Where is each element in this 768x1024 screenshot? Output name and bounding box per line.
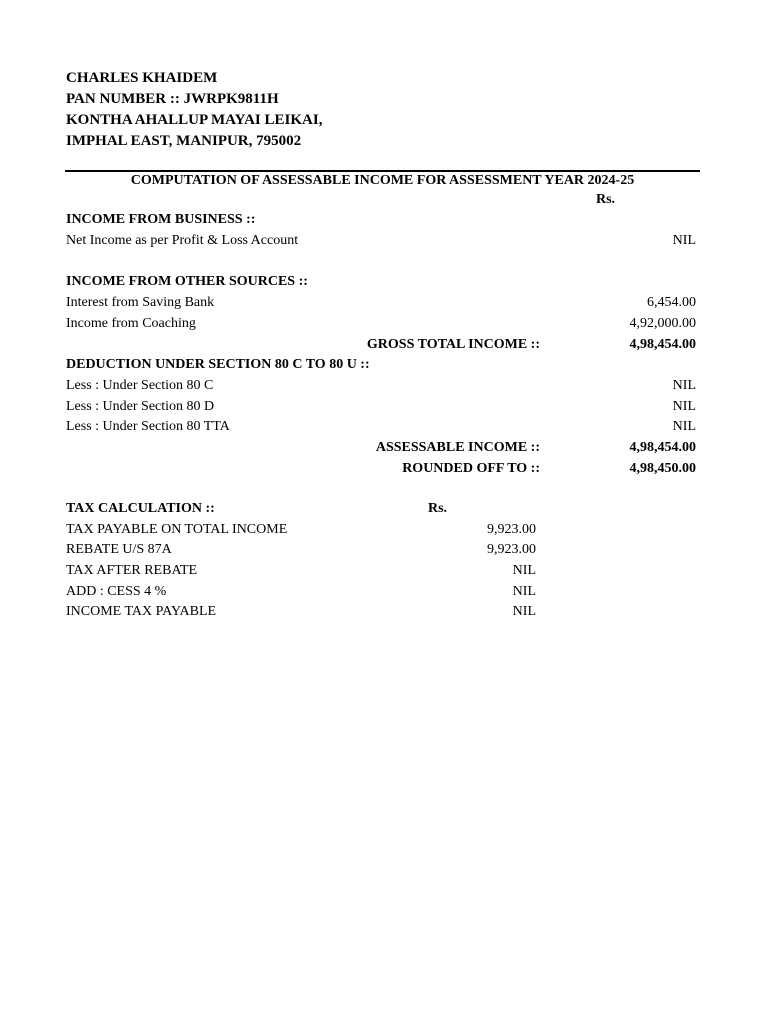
gross-total-label: GROSS TOTAL INCOME :: xyxy=(366,337,540,352)
amount-column-header: Rs. xyxy=(596,192,616,207)
tax-line-label: TAX PAYABLE ON TOTAL INCOME xyxy=(66,522,288,537)
line-item-label: Income from Coaching xyxy=(66,316,196,331)
pan-number: PAN NUMBER :: JWRPK9811H xyxy=(66,91,279,107)
taxpayer-name: CHARLES KHAIDEM xyxy=(66,70,218,86)
tax-line-label: TAX AFTER REBATE xyxy=(66,563,198,578)
tax-calculation-heading: TAX CALCULATION :: xyxy=(66,501,215,516)
header-divider xyxy=(65,170,700,172)
tax-line-label: REBATE U/S 87A xyxy=(66,542,172,557)
line-item-amount: NIL xyxy=(672,399,696,414)
tax-line-amount: NIL xyxy=(512,584,536,599)
line-item-amount: 4,92,000.00 xyxy=(629,316,696,331)
tax-line-amount: NIL xyxy=(512,563,536,578)
line-item-amount: 6,454.00 xyxy=(647,295,696,310)
tax-line-amount: NIL xyxy=(512,604,536,619)
address-line-2: IMPHAL EAST, MANIPUR, 795002 xyxy=(66,133,302,149)
line-item-label: Less : Under Section 80 TTA xyxy=(66,419,230,434)
tax-line-label: ADD : CESS 4 % xyxy=(66,584,167,599)
computation-title: COMPUTATION OF ASSESSABLE INCOME FOR ASSESSMENT YEAR 2024-25 xyxy=(130,173,635,188)
assessable-income-amount: 4,98,454.00 xyxy=(629,440,696,455)
line-item-amount: NIL xyxy=(672,378,696,393)
tax-line-amount: 9,923.00 xyxy=(487,522,536,537)
business-income-heading: INCOME FROM BUSINESS :: xyxy=(66,212,256,227)
line-item-amount: NIL xyxy=(672,419,696,434)
gross-total-amount: 4,98,454.00 xyxy=(629,337,696,352)
deductions-heading: DEDUCTION UNDER SECTION 80 C TO 80 U :: xyxy=(66,357,370,372)
tax-line-label: INCOME TAX PAYABLE xyxy=(66,604,217,619)
other-sources-heading: INCOME FROM OTHER SOURCES :: xyxy=(66,274,308,289)
line-item-amount: NIL xyxy=(672,233,696,248)
assessable-income-label: ASSESSABLE INCOME :: xyxy=(375,440,540,455)
line-item-label: Less : Under Section 80 C xyxy=(66,378,214,393)
rounded-off-amount: 4,98,450.00 xyxy=(629,461,696,476)
tax-line-amount: 9,923.00 xyxy=(487,542,536,557)
line-item-label: Less : Under Section 80 D xyxy=(66,399,215,414)
rounded-off-label: ROUNDED OFF TO :: xyxy=(402,461,540,476)
tax-amount-column-header: Rs. xyxy=(428,501,448,516)
line-item-label: Net Income as per Profit & Loss Account xyxy=(66,233,299,248)
line-item-label: Interest from Saving Bank xyxy=(66,295,215,310)
address-line-1: KONTHA AHALLUP MAYAI LEIKAI, xyxy=(66,112,323,128)
